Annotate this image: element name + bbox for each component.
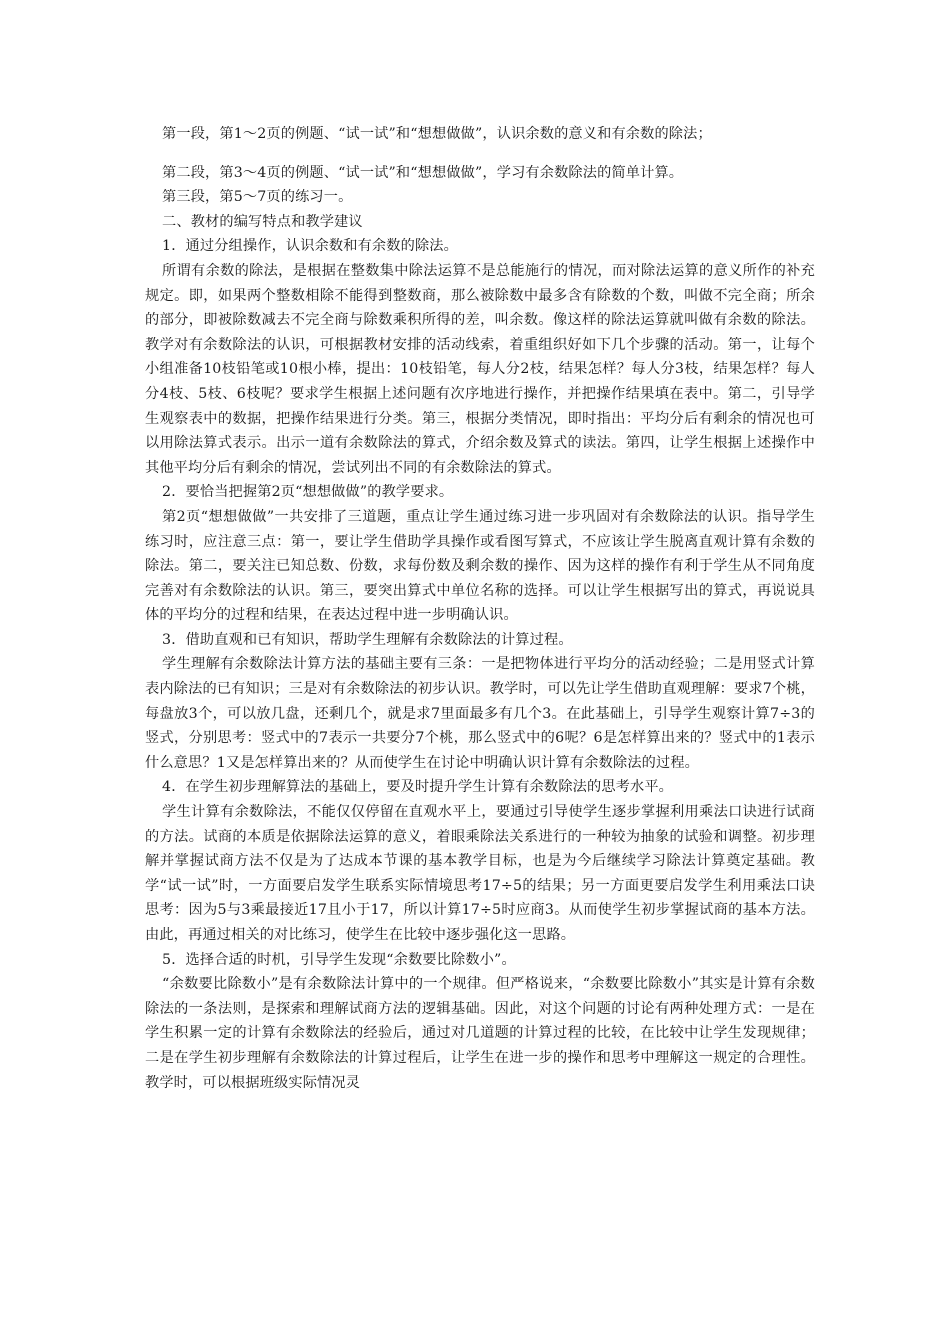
point-body-1: 所谓有余数的除法，是根据在整数集中除法运算不是总能施行的情况，而对除法运算的意义所作的补充规定。即，如果两个整数相除不能得到整数商，那么被除数中最多含有除数的个数，叫做不完全商；所余的部分，即被除数减去不完全商与除数乘积所得的差，叫余数。像这样的除法运算就叫做有余数的除法。教学对有余数除法的认识，可根据教材安排的活动线索，着重组织好如下几个步骤的活动。第一，让每个小组准备10枝铅笔或10根小棒，提出：10枝铅笔，每人分2枝，结果怎样？每人分3枝，结果怎样？每人分4枝、5枝、6枝呢？要求学生根据上述问题有次序地进行操作，并把操作结果填在表中。第二，引导学生观察表中的数据，把操作结果进行分类。第三，根据分类情况，即时指出：平均分后有剩余的情况也可以用除法算式表示。出示一道有余数除法的算式，介绍余数及算式的读法。第四，让学生根据上述操作中其他平均分后有剩余的情况，尝试列出不同的有余数除法的算式。 <box>145 262 815 476</box>
point-body-3: 学生理解有余数除法计算方法的基础主要有三条：一是把物体进行平均分的活动经验；二是用竖式计算表内除法的已有知识；三是对有余数除法的初步认识。教学时，可以先让学生借助直观理解：要求7个桃，每盘放3个，可以放几盘，还剩几个，就是求7里面最多有几个3。在此基础上，引导学生观察计算7÷3的竖式，分别思考：竖式中的7表示一共要分7个桃，那么竖式中的6呢？6是怎样算出来的？竖式中的1表示什么意思？1又是怎样算出来的？从而使学生在讨论中明确认识计算有余数除法的过程。 <box>145 656 815 771</box>
point-body-2: 第2页“想想做做”一共安排了三道题，重点让学生通过练习进一步巩固对有余数除法的认识。指导学生练习时，应注意三点：第一，要让学生借助学具操作或看图写算式，不应该让学生脱离直观计算有余数的除法。第二，要关注已知总数、份数，求每份数及剩余数的操作、因为这样的操作有利于学生从不同角度完善对有余数除法的认识。第三，要突出算式中单位名称的选择。可以让学生根据写出的算式，再说说具体的平均分的过程和结果，在表达过程中进一步明确认识。 <box>145 508 815 624</box>
paragraph-section-two: 第二段，第3～4页的例题、“试一试”和“想想做做”，学习有余数除法的简单计算。 <box>162 164 684 181</box>
point-body-4: 学生计算有余数除法，不能仅仅停留在直观水平上，要通过引导使学生逐步掌握利用乘法口诀进行试商的方法。试商的本质是依据除法运算的意义，着眼乘除法关系进行的一种较为抽象的试验和调整。初步理解并掌握试商方法不仅是为了达成本节课的基本教学目标，也是为今后继续学习除法计算奠定基础。教学“试一试”时，一方面要启发学生联系实际情境思考17÷5的结果；另一方面更要启发学生利用乘法口诀思考：因为5与3乘最接近17且小于17，所以计算17÷5时应商3。从而使学生初步掌握试商的基本方法。由此，再通过相关的对比练习，使学生在比较中逐步强化这一思路。 <box>145 804 815 943</box>
point-heading-2: 2．要恰当把握第2页“想想做做”的教学要求。 <box>162 484 454 501</box>
section-heading-features: 二、教材的编写特点和教学建议 <box>162 213 363 230</box>
point-heading-1: 1．通过分组操作，认识余数和有余数的除法。 <box>162 238 458 255</box>
document-body <box>145 122 815 1095</box>
point-heading-4: 4．在学生初步理解算法的基础上，要及时提升学生计算有余数除法的思考水平。 <box>162 779 674 796</box>
paragraph-section-three: 第三段，第5～7页的练习一。 <box>162 189 353 206</box>
paragraph-section-one: 第一段，第1～2页的例题、“试一试”和“想想做做”，认识余数的意义和有余数的除法； <box>162 126 712 142</box>
point-heading-3: 3．借助直观和已有知识，帮助学生理解有余数除法的计算过程。 <box>162 631 573 648</box>
point-heading-5: 5．选择合适的时机，引导学生发现“余数要比除数小”。 <box>162 951 516 968</box>
point-body-5: “余数要比除数小”是有余数除法计算中的一个规律。但严格说来，“余数要比除数小”其实是计算有余数除法的一条法则，是探索和理解试商方法的逻辑基础。因此，对这个问题的讨论有两种处理方式：一是在学生积累一定的计算有余数除法的经验后，通过对几道题的计算过程的比较，在比较中让学生发现规律；二是在学生初步理解有余数除法的计算过程后，让学生在进一步的操作和思考中理解这一规定的合理性。教学时，可以根据班级实际情况灵 <box>145 976 815 1091</box>
